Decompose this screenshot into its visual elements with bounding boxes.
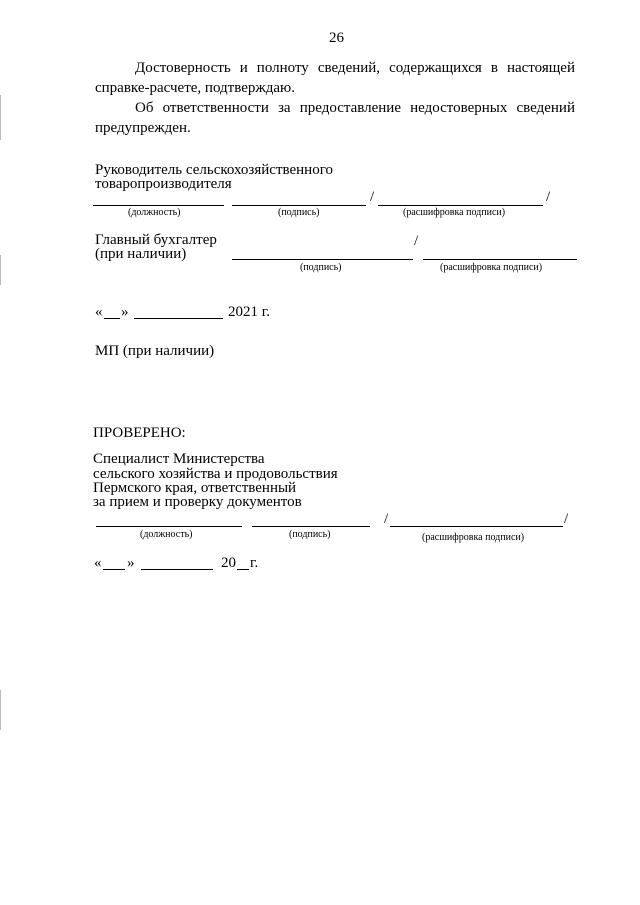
checked-position-line[interactable] xyxy=(96,526,242,527)
accountant-signature-line[interactable] xyxy=(232,259,413,260)
date2-open-quote: « xyxy=(94,555,102,571)
date1-open-quote: « xyxy=(95,304,103,320)
date1-close-quote: » xyxy=(121,304,129,320)
head-title-line2: товаропроизводителя xyxy=(95,176,232,192)
accountant-slash: / xyxy=(414,233,419,249)
date2-year-line[interactable] xyxy=(237,569,249,570)
date2-day-line[interactable] xyxy=(103,569,125,570)
checked-decoding-line[interactable] xyxy=(390,526,563,527)
head-decoding-line[interactable] xyxy=(378,205,543,206)
head-title-line1: Руководитель сельскохозяйственного xyxy=(95,162,333,178)
date2-year-prefix: 20 xyxy=(221,555,236,571)
head-signature-line[interactable] xyxy=(232,205,366,206)
stamp-label: МП (при наличии) xyxy=(95,343,215,359)
date1-day-line[interactable] xyxy=(104,318,120,319)
date1-year: 2021 г. xyxy=(228,304,270,320)
checked-heading: ПРОВЕРЕНО: xyxy=(93,425,186,441)
scan-edge-mark xyxy=(0,255,1,285)
head-caption-signature: (подпись) xyxy=(278,207,320,218)
checked-caption-signature: (подпись) xyxy=(289,529,331,540)
date1-month-line[interactable] xyxy=(134,318,223,319)
head-position-line[interactable] xyxy=(93,205,224,206)
date2-year-suffix: г. xyxy=(250,555,259,571)
scan-edge-mark xyxy=(0,95,1,140)
checked-signature-line[interactable] xyxy=(252,526,370,527)
warning-paragraph: Об ответственности за предоставление недостоверных сведений предупрежден. xyxy=(95,100,575,136)
head-caption-decoding: (расшифровка подписи) xyxy=(403,207,506,218)
checked-caption-position: (должность) xyxy=(140,529,193,540)
accountant-caption-decoding: (расшифровка подписи) xyxy=(440,262,543,273)
date2-month-line[interactable] xyxy=(141,569,213,570)
accountant-title-line1: Главный бухгалтер xyxy=(95,232,217,248)
head-caption-position: (должность) xyxy=(128,207,181,218)
accountant-title-line2: (при наличии) xyxy=(95,246,187,262)
checked-caption-decoding: (расшифровка подписи) xyxy=(422,532,525,543)
confirmation-paragraph: Достоверность и полноту сведений, содержащихся в настоящей справке-расчете, подтверждаю. xyxy=(95,60,575,96)
checked-slash: / xyxy=(384,511,389,527)
head-slash-end: / xyxy=(546,189,551,205)
checked-slash-end: / xyxy=(564,511,569,527)
accountant-caption-signature: (подпись) xyxy=(300,262,342,273)
checked-line3: Пермского края, ответственный xyxy=(93,480,297,496)
checked-line2: сельского хозяйства и продовольствия xyxy=(93,466,338,482)
checked-line4: за прием и проверку документов xyxy=(93,494,302,510)
page-number: 26 xyxy=(329,30,344,46)
head-slash: / xyxy=(370,189,375,205)
checked-line1: Специалист Министерства xyxy=(93,451,265,467)
accountant-decoding-line[interactable] xyxy=(423,259,577,260)
date2-close-quote: » xyxy=(127,555,135,571)
scan-edge-mark xyxy=(0,690,1,730)
